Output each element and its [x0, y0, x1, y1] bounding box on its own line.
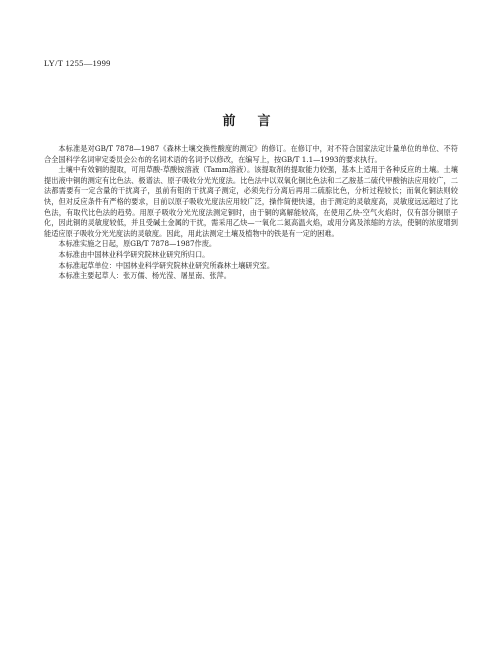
document-body	[44, 144, 458, 282]
paragraph: 土壤中有效铜的提取，可用草酸-草酸铵溶液（Tamm溶液）。该提取剂的提取能力较强，基本上适用于各种反应的土壤。土壤提出液中铜的测定有比色法、极谱法、原子吸收分光光度法。比色法中以双氧化铜比色法和二乙胺基二硫代甲酸钠法应用较广，二法都需要有一定含量的干扰离子，虽前有钼的干扰离子测定，必须先行分离后再用二硫腙比色，分析过程较长；而氧化铜法则较快，但对反应条件有严格的要求，目前以原子吸收光度法应用较广泛，操作简便快速，由于测定的灵敏度高，灵敏度远远超过了比色法，有取代比色法的趋势。用原子吸收分光光度法测定铜时，由于铜的离解能较高，在使用乙炔-空气火焰时，仅有部分铜原子化，因此铜的灵敏度较低，并且受碱土金属的干扰，需采用乙炔—一氧化二氮高温火焰，或用分离及浓缩的方法，使铜的浓度增到能适应原子吸收分光光度法的灵敏度。因此，用此法测定土壤及植物中的铁是有一定的困难。	[44, 165, 458, 238]
paragraph: 本标准主要起草人：张万儒、杨光滢、屠星南、张萍。	[58, 271, 231, 281]
page-title: 前言	[222, 114, 293, 129]
paragraph: 本标准实施之日起，原GB/T 7878—1987作废。	[58, 239, 217, 249]
paragraph: 本标准由中国林业科学研究院林业研究所归口。	[58, 249, 210, 259]
paragraph: 本标准起草单位：中国林业科学研究院林业研究所森林土壤研究室。	[58, 260, 275, 270]
standard-code: LY/T 1255—1999	[44, 58, 111, 68]
paragraph: 本标准是对GB/T 7878—1987《森林土壤交换性酸度的测定》的修订。在修订中，对不符合国家法定计量单位的单位、不符合全国科学名词审定委员会公布的名词术语的名词予以修改，在编写上，按GB/T 1.1—1993的要求执行。	[44, 144, 458, 164]
